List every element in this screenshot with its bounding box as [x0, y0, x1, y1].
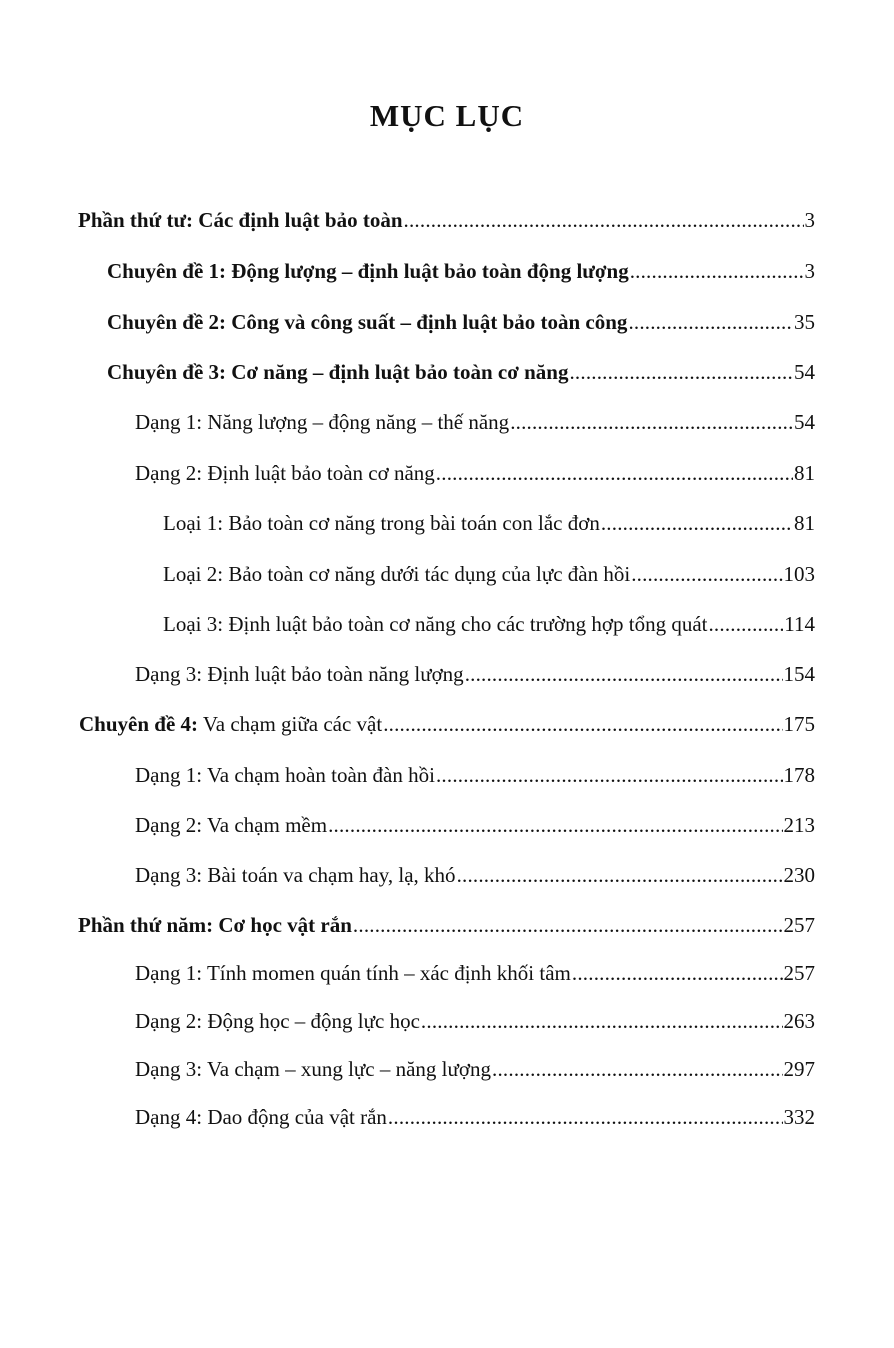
toc-entry-label: Dạng 3: Bài toán va chạm hay, lạ, khó [135, 863, 456, 887]
toc-entry-topic-1[interactable] [107, 257, 815, 285]
toc-entry-label: Chuyên đề 2: Công và công suất – định luật bảo toàn công [107, 310, 628, 334]
toc-entry-page: 103 [783, 562, 815, 586]
toc-entry-label [79, 710, 382, 738]
toc-entry-label: Chuyên đề 1: Động lượng – định luật bảo toàn động lượng [107, 259, 629, 283]
dot-leader [628, 308, 793, 336]
dot-leader [572, 959, 783, 987]
toc-entry-type-4-3[interactable] [135, 861, 815, 889]
dot-leader [630, 257, 804, 285]
toc-entry-type-5-2[interactable] [135, 1007, 815, 1035]
toc-entry-page: 297 [783, 1057, 815, 1081]
toc-entry-topic-2[interactable] [107, 308, 815, 336]
toc-entry-page: 332 [783, 1105, 815, 1129]
toc-entry-page: 3 [804, 208, 815, 232]
toc-entry-page: 175 [783, 712, 815, 736]
toc-entry-label: Dạng 4: Dao động của vật rắn [135, 1105, 387, 1129]
toc-entry-page: 263 [783, 1009, 815, 1033]
toc-entry-label: Dạng 3: Định luật bảo toàn năng lượng [135, 662, 464, 686]
toc-entry-type-5-1[interactable] [135, 959, 815, 987]
toc-entry-page: 54 [794, 360, 815, 384]
toc-entry-page: 54 [794, 410, 815, 434]
toc-entry-label: Dạng 2: Va chạm mềm [135, 813, 328, 837]
dot-leader [353, 911, 783, 939]
dot-leader [421, 1007, 783, 1035]
toc-entry-type-3-3[interactable] [135, 660, 815, 688]
dot-leader [510, 408, 793, 436]
toc-entry-title: Va chạm giữa các vật [202, 712, 383, 736]
toc-entry-label: Loại 1: Bảo toàn cơ năng trong bài toán con lắc đơn [163, 511, 600, 535]
toc-entry-part-4[interactable] [78, 206, 815, 234]
dot-leader [436, 761, 783, 789]
dot-leader [601, 509, 793, 537]
toc-entry-prefix: Chuyên đề 4: [79, 712, 199, 736]
toc-entry-label: Dạng 2: Động học – động lực học [135, 1009, 420, 1033]
toc-entry-topic-3[interactable] [107, 358, 815, 386]
toc-entry-page: 178 [783, 763, 815, 787]
toc-entry-label: Dạng 2: Định luật bảo toàn cơ năng [135, 461, 435, 485]
dot-leader [631, 560, 782, 588]
toc-entry-page: 3 [804, 259, 815, 283]
toc-entry-page: 257 [783, 913, 815, 937]
toc-entry-label: Dạng 1: Va chạm hoàn toàn đàn hồi [135, 763, 435, 787]
toc-entry-page: 114 [784, 612, 815, 636]
toc-entry-type-3-2[interactable] [135, 459, 815, 487]
toc-entry-part-5[interactable] [78, 911, 815, 939]
dot-leader [457, 861, 783, 889]
toc-entry-topic-4[interactable] [79, 710, 815, 738]
toc-entry-label: Dạng 1: Tính momen quán tính – xác định khối tâm [135, 961, 571, 985]
toc-entry-type-5-4[interactable] [135, 1103, 815, 1131]
toc-entry-page: 257 [783, 961, 815, 985]
toc-entry-page: 154 [783, 662, 815, 686]
toc-entry-label: Loại 2: Bảo toàn cơ năng dưới tác dụng của lực đàn hồi [163, 562, 631, 586]
toc-entry-kind-3[interactable] [163, 610, 815, 638]
dot-leader [383, 710, 782, 738]
toc-entry-type-4-2[interactable] [135, 811, 815, 839]
toc-entry-page: 230 [783, 863, 815, 887]
dot-leader [404, 206, 804, 234]
toc-entry-label: Phần thứ năm: Cơ học vật rắn [78, 913, 352, 937]
dot-leader [465, 660, 783, 688]
toc-entry-label: Phần thứ tư: Các định luật bảo toàn [78, 208, 403, 232]
toc-entry-label: Chuyên đề 3: Cơ năng – định luật bảo toàn cơ năng [107, 360, 569, 384]
toc-entry-type-3-1[interactable] [135, 408, 815, 436]
toc-entry-page: 213 [783, 813, 815, 837]
dot-leader [569, 358, 793, 386]
toc-entry-label: Dạng 1: Năng lượng – động năng – thế năng [135, 410, 510, 434]
dot-leader [492, 1055, 782, 1083]
dot-leader [436, 459, 793, 487]
toc-entry-kind-1[interactable] [163, 509, 815, 537]
toc-entry-page: 81 [794, 461, 815, 485]
toc-entry-kind-2[interactable] [163, 560, 815, 588]
toc-entry-label: Loại 3: Định luật bảo toàn cơ năng cho các trường hợp tổng quát [163, 612, 708, 636]
toc-entry-page: 81 [794, 511, 815, 535]
page-title: MỤC LỤC [369, 98, 525, 133]
toc-entry-type-4-1[interactable] [135, 761, 815, 789]
dot-leader [708, 610, 783, 638]
dot-leader [328, 811, 782, 839]
toc-entry-page: 35 [794, 310, 815, 334]
toc-entry-type-5-3[interactable] [135, 1055, 815, 1083]
toc-entry-label: Dạng 3: Va chạm – xung lực – năng lượng [135, 1057, 492, 1081]
dot-leader [388, 1103, 783, 1131]
